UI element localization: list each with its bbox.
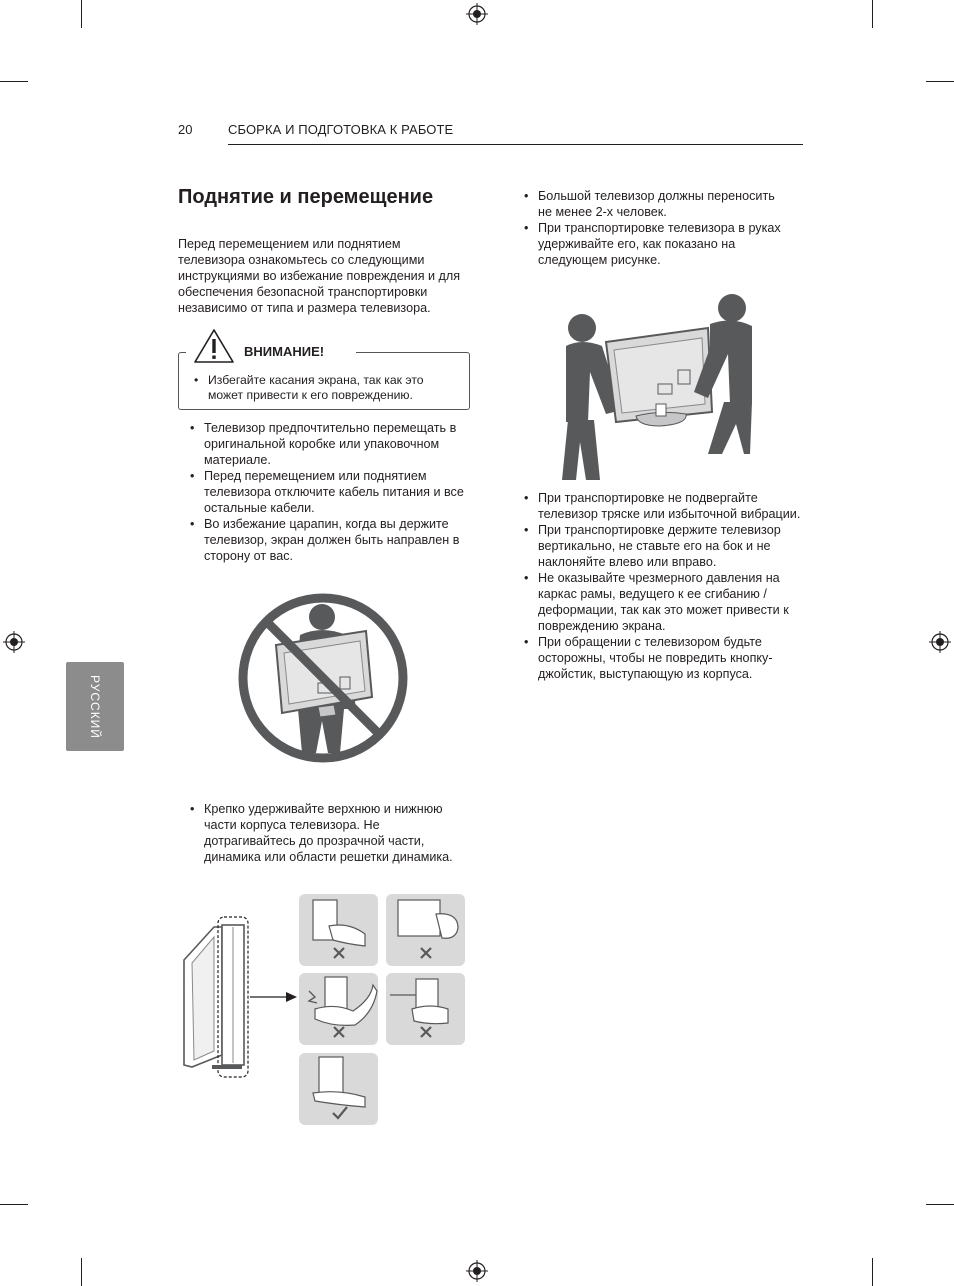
crop-mark [926, 1204, 954, 1205]
registration-icon [466, 1260, 488, 1282]
grip-panel-wrong [386, 894, 465, 966]
arrow-icon [250, 991, 298, 1003]
crop-mark [0, 1204, 28, 1205]
transport-tips-list [522, 490, 804, 682]
registration-icon [466, 3, 488, 25]
tv-outline [606, 328, 712, 426]
warning-label: ВНИМАНИЕ! [240, 344, 328, 359]
handling-list [188, 420, 466, 564]
crop-mark [81, 1258, 82, 1286]
list-item: • Телевизор предпочтительно перемещать в оригинальной коробке или упаковочном материале. [188, 420, 466, 468]
list-item: • При транспортировке держите телевизор вертикально, не ставьте его на бок и не наклоняйте влево или вправо. [522, 522, 804, 570]
page-number: 20 [178, 122, 193, 137]
list-item: • Перед перемещением или поднятием телевизора отключите кабель питания и все остальные кабели. [188, 468, 466, 516]
crop-mark [872, 0, 873, 28]
warning-triangle-icon [193, 328, 235, 364]
language-tab-label: РУССКИЙ [88, 674, 102, 739]
grip-panel-wrong [299, 894, 378, 966]
section-title: Поднятие и перемещение [178, 186, 434, 208]
transport-list [522, 188, 792, 268]
header-rule [228, 144, 803, 145]
grip-panel-correct [299, 1053, 378, 1125]
running-header: СБОРКА И ПОДГОТОВКА К РАБОТЕ [228, 122, 454, 137]
list-item: • При транспортировке не подвергайте телевизор тряске или избыточной вибрации. [522, 490, 804, 522]
grip-list [188, 801, 470, 865]
crop-mark [872, 1258, 873, 1286]
registration-icon [3, 631, 25, 653]
warning-list [192, 373, 462, 403]
list-item: • Крепко удерживайте верхнюю и нижнюю части корпуса телевизора. Не дотрагивайтесь до прозрачной части, динамика или области решетки динамика. [188, 801, 470, 865]
intro-paragraph: Перед перемещением или поднятием телевизора ознакомьтесь со следующими инструкциями во избежание повреждения и для обеспечения безопасной транспортировки независимо от типа и размера телевизора. [178, 237, 461, 315]
person-figure [694, 294, 752, 454]
tv-side-view-illustration [180, 915, 255, 1080]
list-item: • Большой телевизор должны переносить не менее 2-х человек. [522, 188, 792, 220]
grip-panel-wrong [386, 973, 465, 1045]
list-item: • При транспортировке телевизора в руках удерживайте его, как показано на следующем рисунке. [522, 220, 792, 268]
list-item: • Во избежание царапин, когда вы держите телевизор, экран должен быть направлен в сторону от вас. [188, 516, 466, 564]
two-person-carry-illustration [560, 292, 756, 480]
grip-panel-wrong [299, 973, 378, 1045]
list-item: • При обращении с телевизором будьте осторожны, чтобы не повредить кнопку-джойстик, выступающую из корпуса. [522, 634, 804, 682]
list-item: • Избегайте касания экрана, так как это может привести к его повреждению. [192, 373, 462, 403]
registration-icon [929, 631, 951, 653]
crop-mark [0, 81, 28, 82]
crop-mark [81, 0, 82, 28]
crop-mark [926, 81, 954, 82]
list-item: • Не оказывайте чрезмерного давления на каркас рамы, ведущего к ее сгибанию / деформации, так как это может привести к повреждению экрана. [522, 570, 804, 634]
prohibited-carry-illustration [236, 591, 410, 765]
